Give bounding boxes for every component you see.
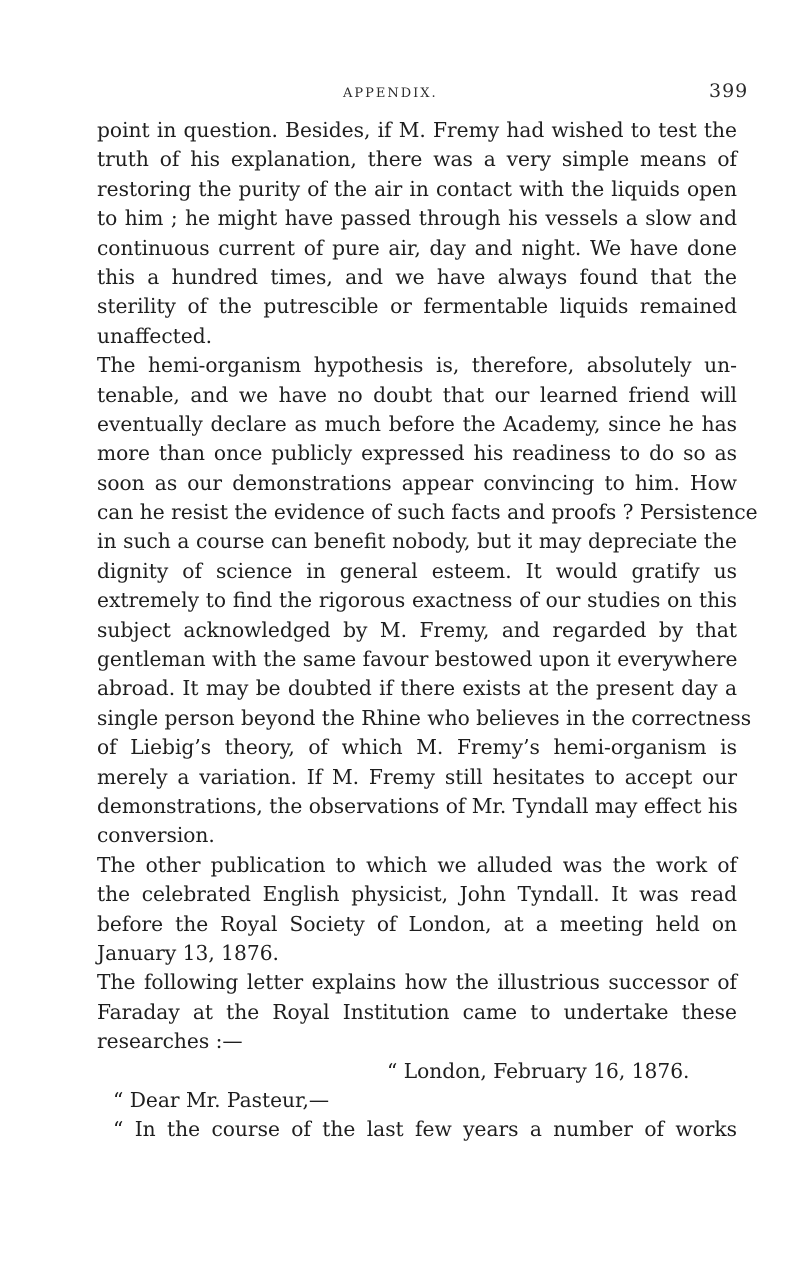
- text-line: to him ; he might have passed through his vessels a slow and: [97, 206, 737, 231]
- text-line: abroad. It may be doubted if there exists at the present day a: [97, 676, 737, 701]
- body-text: [97, 116, 758, 1145]
- text-line: dignity of science in general esteem. It would gratify us: [97, 558, 737, 583]
- text-line: Faraday at the Royal Institution came to undertake these: [97, 999, 737, 1024]
- text-line: gentleman with the same favour bestowed upon it everywhere: [97, 647, 738, 672]
- text-line: restoring the purity of the air in contact with the liquids open: [97, 176, 737, 201]
- text-line: soon as our demonstrations appear convincing to him. How: [97, 470, 737, 495]
- letter-salutation: “ Dear Mr. Pasteur,—: [113, 1087, 330, 1112]
- text-line: the celebrated English physicist, John Tyndall. It was read: [97, 882, 737, 907]
- text-line: single person beyond the Rhine who believes in the correctness: [97, 705, 752, 730]
- text-line: of Liebig’s theory, of which M. Fremy’s hemi-organism is: [97, 735, 737, 760]
- text-line: more than once publicly expressed his readiness to do so as: [97, 441, 737, 466]
- text-line: conversion.: [97, 823, 215, 848]
- text-line: The hemi-organism hypothesis is, therefore, absolutely un-: [97, 353, 737, 378]
- text-line: can he resist the evidence of such facts and proofs ? Persistence: [97, 500, 758, 525]
- text-line: subject acknowledged by M. Fremy, and regarded by that: [97, 617, 737, 642]
- text-line: The following letter explains how the illustrious successor of: [97, 970, 737, 995]
- text-line: unaffected.: [97, 323, 213, 348]
- text-line: point in question. Besides, if M. Fremy had wished to test the: [97, 118, 737, 142]
- letter-dateline: “ London, February 16, 1876.: [387, 1058, 690, 1083]
- text-line: The other publication to which we alluded was the work of: [97, 852, 737, 877]
- running-head: [0, 80, 800, 106]
- text-line: demonstrations, the observations of Mr. Tyndall may effect his: [97, 793, 738, 818]
- text-line: this a hundred times, and we have always found that the: [97, 264, 737, 289]
- text-line: continuous current of pure air, day and night. We have done: [97, 235, 737, 260]
- text-line: January 13, 1876.: [97, 940, 279, 965]
- text-line: in such a course can benefit nobody, but it may depreciate the: [97, 529, 737, 554]
- running-title: APPENDIX.: [343, 86, 438, 101]
- page-number: 399: [709, 80, 749, 102]
- text-line: tenable, and we have no doubt that our learned friend will: [97, 382, 737, 407]
- text-line: extremely to find the rigorous exactness of our studies on this: [97, 588, 737, 613]
- text-line: researches :—: [97, 1029, 243, 1054]
- text-line: eventually declare as much before the Academy, since he has: [97, 411, 737, 436]
- text-line: before the Royal Society of London, at a meeting held on: [97, 911, 737, 936]
- text-line: truth of his explanation, there was a very simple means of: [97, 147, 737, 172]
- text-line: sterility of the putrescible or fermentable liquids remained: [97, 294, 737, 319]
- text-line: merely a variation. If M. Fremy still hesitates to accept our: [97, 764, 737, 789]
- letter-opening-line: “ In the course of the last few years a number of works: [113, 1117, 737, 1142]
